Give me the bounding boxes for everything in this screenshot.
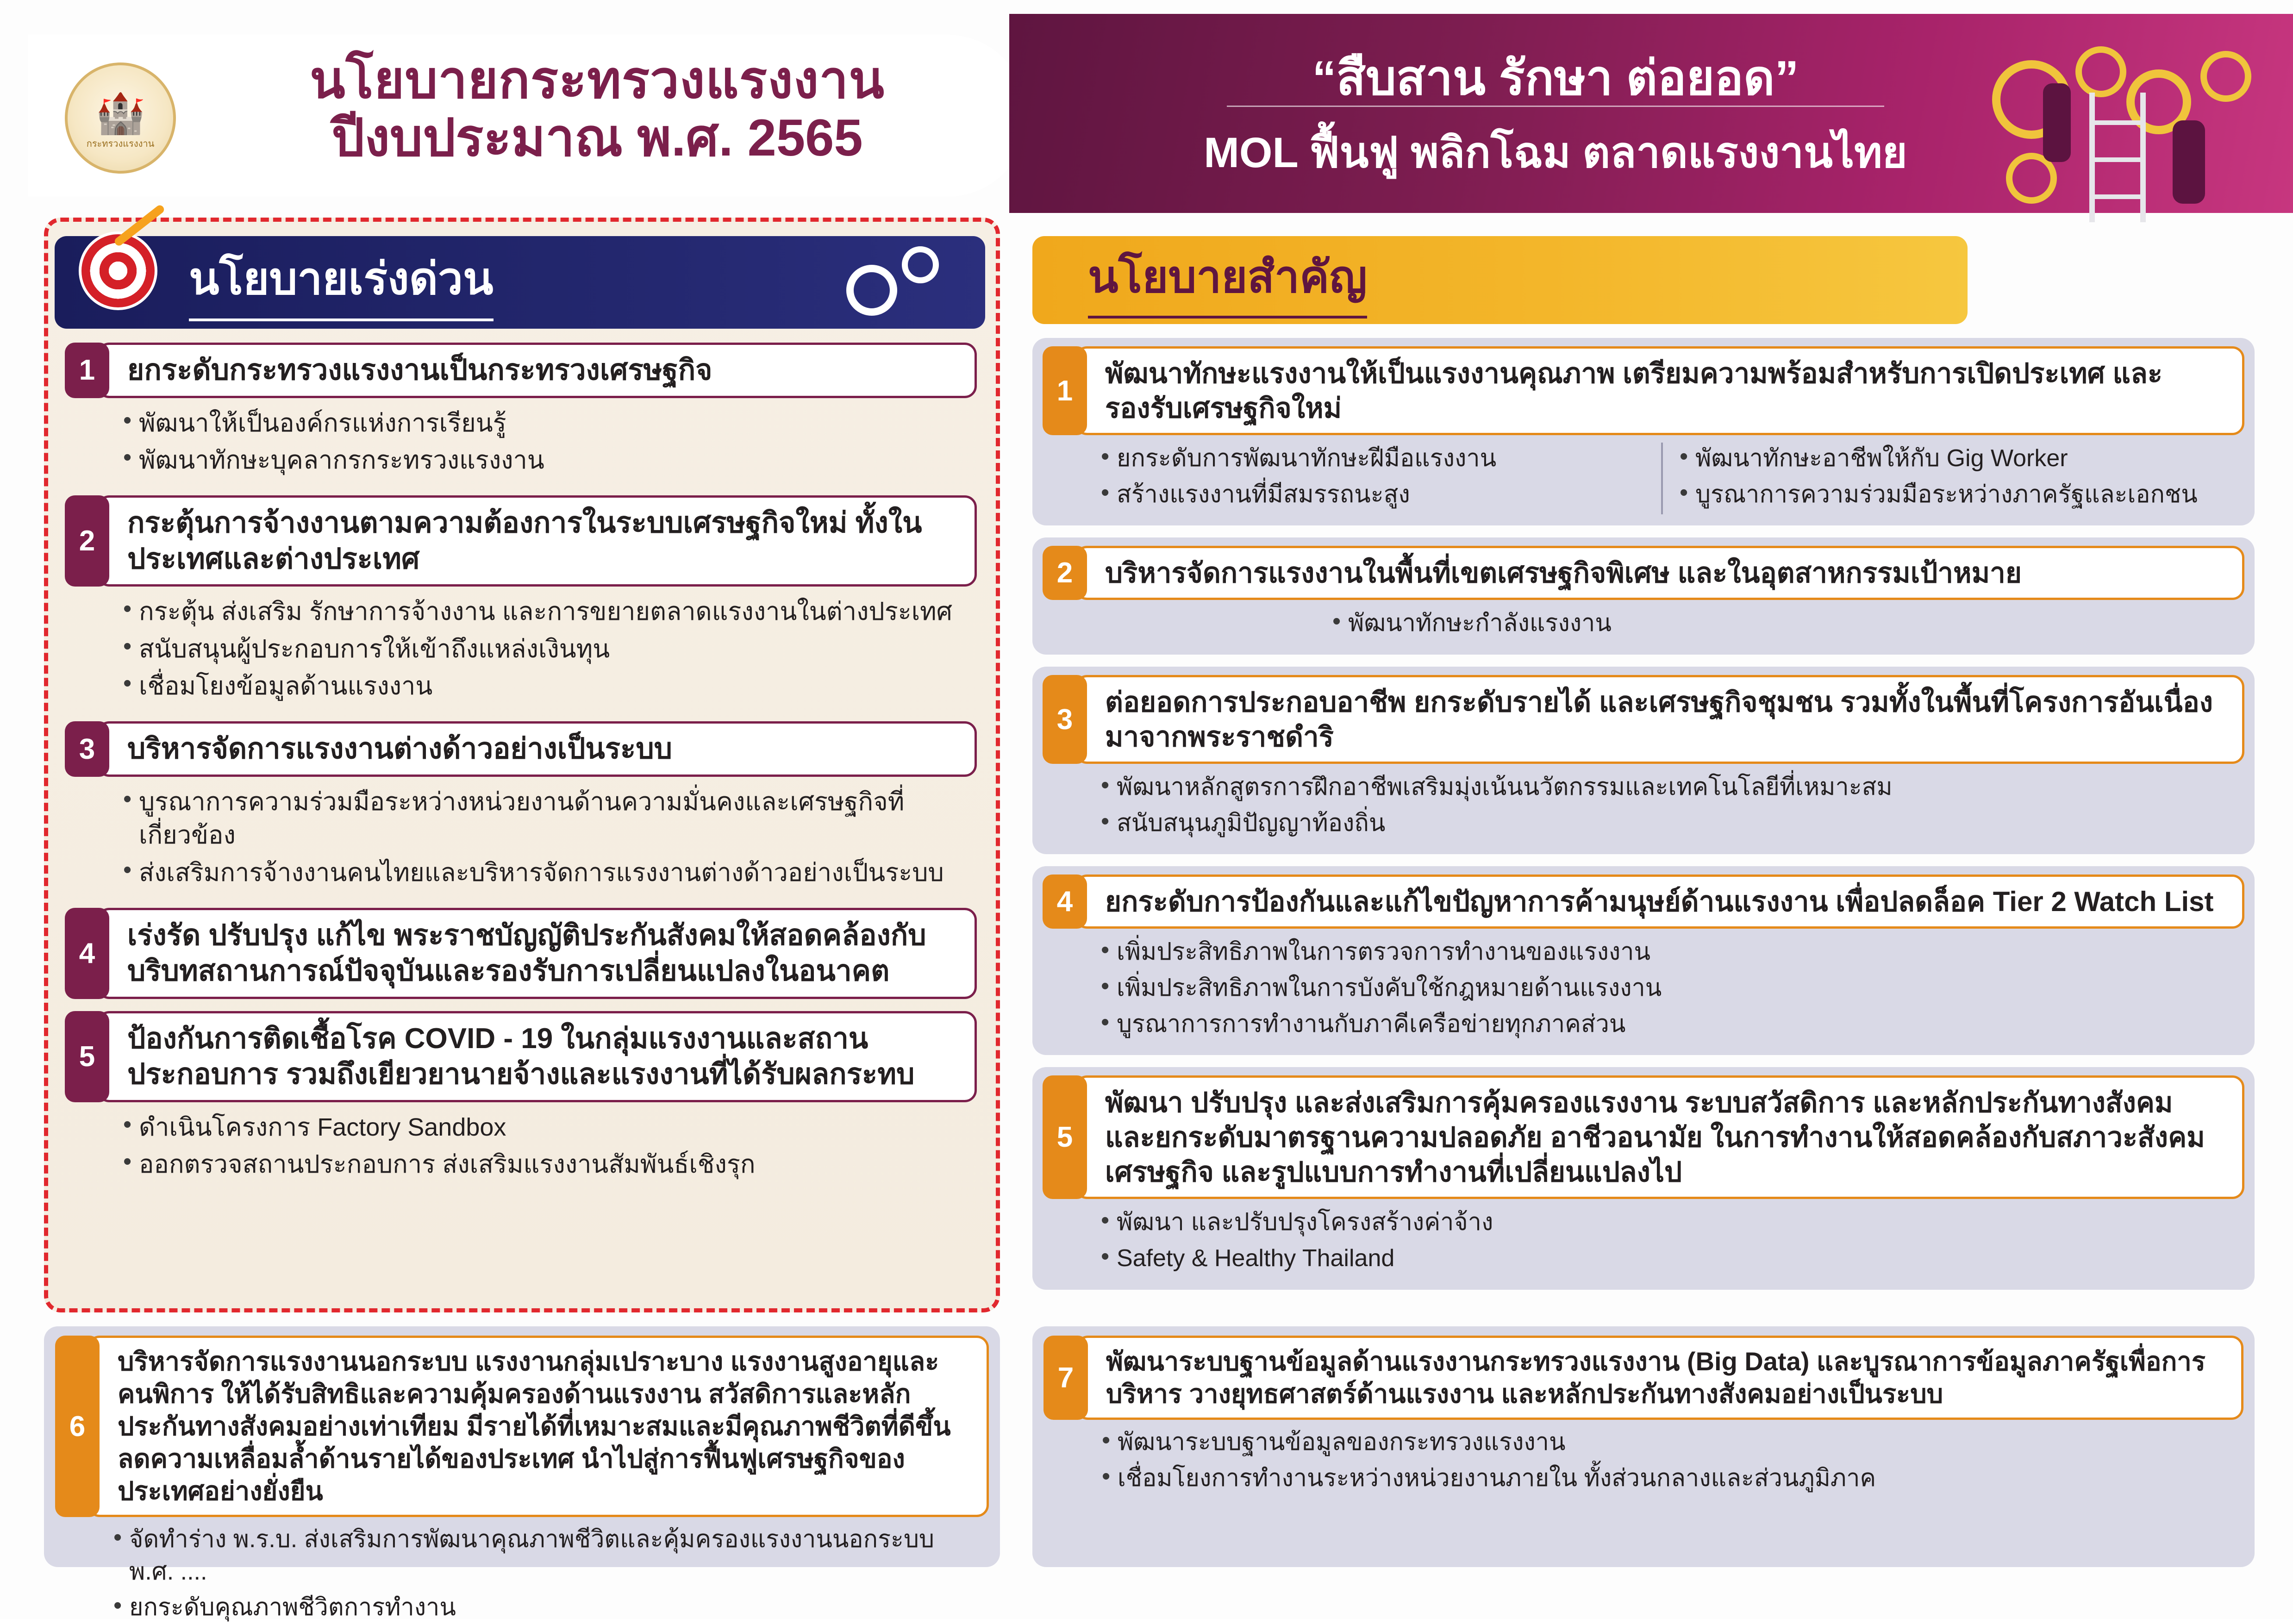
item-number: 3 <box>1043 675 1087 764</box>
item-bullets <box>1043 929 2244 1040</box>
item-number: 2 <box>1043 546 1087 600</box>
item-bullets <box>65 587 977 709</box>
item-bullets <box>65 398 977 484</box>
page-title <box>199 51 995 167</box>
item-number: 7 <box>1043 1336 1088 1420</box>
banner-divider <box>1227 106 1884 107</box>
item-title: พัฒนา ปรับปรุง และส่งเสริมการคุ้มครองแรงงาน ระบบสวัสดิการ และหลักประกันทางสังคม และยกระดับมาตรฐานความปลอดภัย อาชีวอนามัย ในการทำงานให้สอดคล้องกับสภาวะสังคม เศรษฐกิจ และรูปแบบการทำงานที่เปลี่ยนแปลงไป <box>1075 1075 2244 1199</box>
item-bullets <box>1043 600 2244 640</box>
bullet: • Safety & Healthy Thailand <box>1098 1243 2240 1275</box>
page-title-line1: นโยบายกระทรวงแรงงาน <box>310 51 885 109</box>
item-number: 5 <box>1043 1075 1087 1199</box>
banner-line1: “สืบสาน รักษา ต่อยอด” <box>1312 51 1799 105</box>
urgent-policy-list <box>65 343 977 1200</box>
urgent-policy-header <box>55 236 985 329</box>
item-bullets <box>55 1517 989 1624</box>
urgent-policy-heading: นโยบายเร่งด่วน <box>189 244 494 321</box>
policy-card-6 <box>44 1326 1000 1621</box>
item-bullets <box>65 1102 977 1188</box>
list-item <box>65 343 977 483</box>
key-policy-header <box>1032 236 1968 324</box>
bullet: • จัดทำร่าง พ.ร.บ. ส่งเสริมการพัฒนาคุณภาพชีวิตและคุ้มครองแรงงานนอกระบบ พ.ศ. .... <box>111 1524 984 1588</box>
item-title: ยกระดับการป้องกันและแก้ไขปัญหาการค้ามนุษย์ด้านแรงงาน เพื่อปลดล็อค Tier 2 Watch List <box>1075 874 2244 929</box>
bullet: • สนับสนุนภูมิปัญญาท้องถิ่น <box>1098 807 2240 840</box>
header-banner <box>1009 14 2293 213</box>
item-number: 4 <box>65 908 109 999</box>
bullet: • บูรณาการความร่วมมือระหว่างหน่วยงานด้านความมั่นคงและเศรษฐกิจที่เกี่ยวข้อง <box>120 785 963 852</box>
list-item <box>1032 866 2255 1055</box>
item-number: 2 <box>65 495 109 587</box>
gears-and-workers-illustration <box>1987 42 2274 227</box>
seal-glyph: 🏰 <box>95 91 145 136</box>
seal-caption: กระทรวงแรงงาน <box>86 139 155 149</box>
item-title: พัฒนาทักษะแรงงานให้เป็นแรงงานคุณภาพ เตรียมความพร้อมสำหรับการเปิดประเทศ และรองรับเศรษฐกิจใหม่ <box>1075 346 2244 435</box>
bullet: • กระตุ้น ส่งเสริม รักษาการจ้างงาน และการขยายตลาดแรงงานในต่างประเทศ <box>120 595 963 628</box>
list-item <box>1032 537 2255 655</box>
list-item <box>1032 338 2255 525</box>
item-number: 1 <box>1043 346 1087 435</box>
item-title: บริหารจัดการแรงงานนอกระบบ แรงงานกลุ่มเปราะบาง แรงงานสูงอายุและคนพิการ ให้ได้รับสิทธิและความคุ้มครองด้านแรงงาน สวัสดิการและหลักประกันทางสังคมอย่างเท่าเทียม มีรายได้ที่เหมาะสมและมีคุณภาพชีวิตที่ดีขึ้น ลดความเหลื่อมล้ำด้านรายได้ของประเทศ นำไปสู่การฟื้นฟูเศรษฐกิจของประเทศอย่างยั่งยืน <box>87 1336 989 1517</box>
item-title: ป้องกันการติดเชื้อโรค COVID - 19 ในกลุ่มแรงงานและสถานประกอบการ รวมถึงเยียวยานายจ้างและแรงงานที่ได้รับผลกระทบ <box>97 1011 977 1102</box>
garuda-seal-icon <box>65 62 176 174</box>
item-bullets <box>65 777 977 896</box>
bullet: • พัฒนาทักษะกำลังแรงงาน <box>1330 607 2240 640</box>
bullet-column-right <box>1661 443 2240 514</box>
bullet-column-left <box>1084 443 1661 514</box>
bullet: • บูรณาการการทำงานกับภาคีเครือข่ายทุกภาคส่วน <box>1098 1008 2240 1041</box>
gear-icon <box>846 265 897 316</box>
bullet: • พัฒนาทักษะบุคลากรกระทรวงแรงงาน <box>120 443 963 477</box>
item-number: 4 <box>1043 874 1087 929</box>
bullet: • พัฒนาหลักสูตรการฝึกอาชีพเสริมมุ่งเน้นนวัตกรรมและเทคโนโลยีที่เหมาะสม <box>1098 771 2240 804</box>
banner-line2: MOL ฟื้นฟู พลิกโฉม ตลาดแรงงานไทย <box>1204 129 1907 176</box>
item-number: 5 <box>65 1011 109 1102</box>
gear-icon <box>2200 51 2251 102</box>
item-bullets <box>1043 1199 2244 1274</box>
page-title-line2: ปีงบประมาณ พ.ศ. 2565 <box>331 109 863 167</box>
bullet: • พัฒนาให้เป็นองค์กรแห่งการเรียนรู้ <box>120 406 963 440</box>
gears-decoration <box>846 246 957 320</box>
worker-figure-icon <box>2043 83 2071 162</box>
worker-figure-icon <box>2173 120 2205 204</box>
item-bullets <box>1043 764 2244 839</box>
item-title: กระตุ้นการจ้างงานตามความต้องการในระบบเศรษฐกิจใหม่ ทั้งในประเทศและต่างประเทศ <box>97 495 977 587</box>
bullet: • พัฒนาทักษะอาชีพให้กับ Gig Worker <box>1677 443 2226 475</box>
bullet: • เพิ่มประสิทธิภาพในการตรวจการทำงานของแรงงาน <box>1098 936 2240 968</box>
key-policy-list <box>1032 338 2255 1302</box>
policy-card-7 <box>1032 1326 2255 1567</box>
item-title: ยกระดับกระทรวงแรงงานเป็นกระทรวงเศรษฐกิจ <box>97 343 977 398</box>
item-bullets <box>1043 1420 2243 1494</box>
item-number: 1 <box>65 343 109 398</box>
bullet: • พัฒนา และปรับปรุงโครงสร้างค่าจ้าง <box>1098 1206 2240 1239</box>
bullet: • สร้างแรงงานที่มีสมรรถนะสูง <box>1098 479 1647 511</box>
item-title: พัฒนาระบบฐานข้อมูลด้านแรงงานกระทรวงแรงงาน (Big Data) และบูรณาการข้อมูลภาครัฐเพื่อการบริหาร วางยุทธศาสตร์ด้านแรงงาน และหลักประกันทางสังคมอย่างเป็นระบบ <box>1076 1336 2243 1420</box>
key-policy-heading: นโยบายสำคัญ <box>1088 242 1367 319</box>
bullet: • สนับสนุนผู้ประกอบการให้เข้าถึงแหล่งเงินทุน <box>120 632 963 666</box>
list-item <box>65 908 977 999</box>
bullet: • ดำเนินโครงการ Factory Sandbox <box>120 1111 963 1144</box>
item-bullets-two-column <box>1043 435 2244 514</box>
bullet: • บูรณาการความร่วมมือระหว่างภาครัฐและเอกชน <box>1677 479 2226 511</box>
bullet: • ยกระดับการพัฒนาทักษะฝีมือแรงงาน <box>1098 443 1647 475</box>
item-number: 3 <box>65 721 109 777</box>
list-item <box>65 495 977 709</box>
list-item <box>65 1011 977 1188</box>
list-item <box>65 721 977 896</box>
gear-icon <box>2075 46 2126 97</box>
item-number: 6 <box>55 1336 100 1517</box>
header <box>0 0 2293 213</box>
item-title: เร่งรัด ปรับปรุง แก้ไข พระราชบัญญัติประกันสังคมให้สอดคล้องกับบริบทสถานการณ์ปัจจุบันและรองรับการเปลี่ยนแปลงในอนาคต <box>97 908 977 999</box>
gear-icon <box>902 246 939 283</box>
list-item <box>1032 1067 2255 1289</box>
list-item <box>1032 667 2255 854</box>
item-title: บริหารจัดการแรงงานในพื้นที่เขตเศรษฐกิจพิเศษ และในอุตสาหกรรมเป้าหมาย <box>1075 546 2244 600</box>
ladder-icon <box>2085 93 2163 222</box>
bullet: • เชื่อมโยงข้อมูลด้านแรงงาน <box>120 669 963 703</box>
item-title: บริหารจัดการแรงงานต่างด้าวอย่างเป็นระบบ <box>97 721 977 777</box>
bullet: • ออกตรวจสถานประกอบการ ส่งเสริมแรงงานสัมพันธ์เชิงรุก <box>120 1148 963 1181</box>
bullet: • เพิ่มประสิทธิภาพในการบังคับใช้กฎหมายด้านแรงงาน <box>1098 972 2240 1005</box>
bullet: • ยกระดับคุณภาพชีวิตการทำงาน <box>111 1592 984 1624</box>
bullet: • พัฒนาระบบฐานข้อมูลของกระทรวงแรงงาน <box>1099 1426 2239 1459</box>
bullet: • เชื่อมโยงการทำงานระหว่างหน่วยงานภายใน ทั้งส่วนกลางและส่วนภูมิภาค <box>1099 1462 2239 1495</box>
item-title: ต่อยอดการประกอบอาชีพ ยกระดับรายได้ และเศรษฐกิจชุมชน รวมทั้งในพื้นที่โครงการอันเนื่องมาจากพระราชดำริ <box>1075 675 2244 764</box>
bullet: • ส่งเสริมการจ้างงานคนไทยและบริหารจัดการแรงงานต่างด้าวอย่างเป็นระบบ <box>120 856 963 889</box>
